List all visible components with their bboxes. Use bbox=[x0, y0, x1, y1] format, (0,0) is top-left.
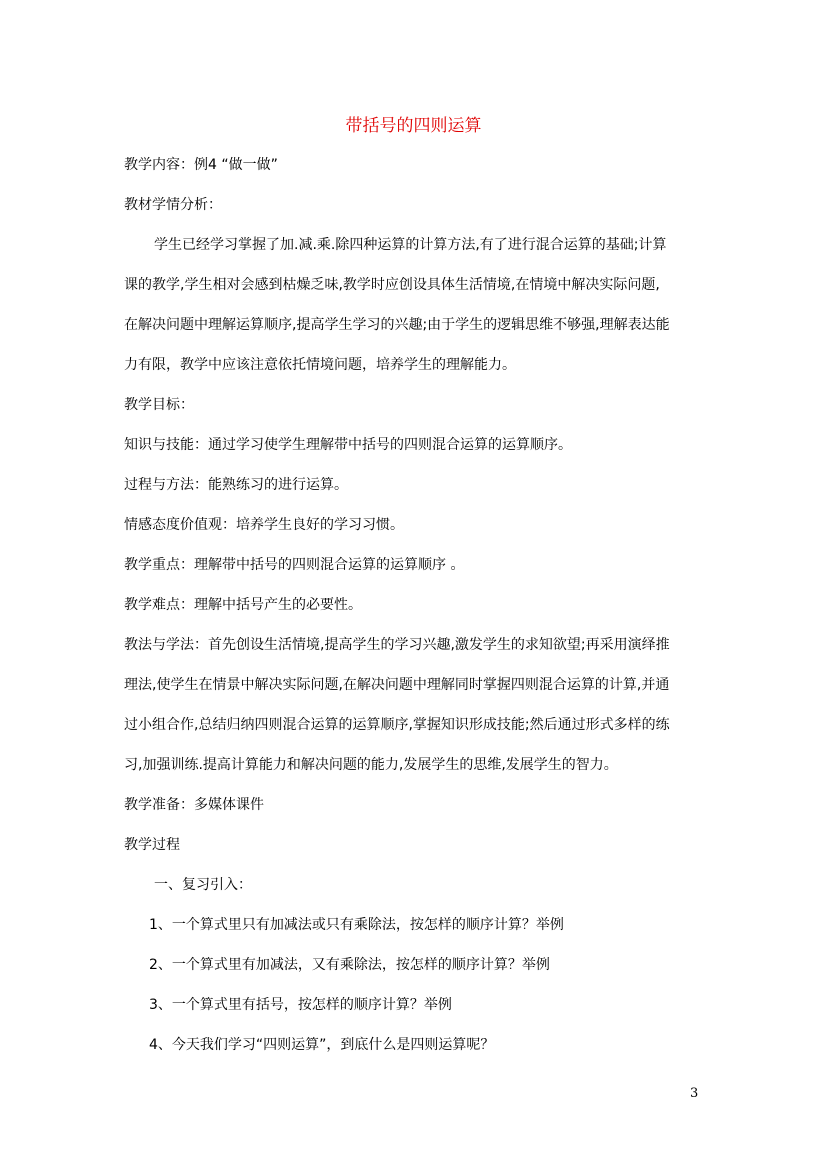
methods-paragraph-line-3: 过小组合作,总结归纳四则混合运算的运算顺序,掌握知识形成技能;然后通过形式多样的练 bbox=[124, 717, 670, 733]
page-number: 3 bbox=[690, 1086, 699, 1101]
methods-paragraph-line-1: 教法与学法：首先创设生活情境,提高学生的学习兴趣,激发学生的求知欲望;再采用演绎推 bbox=[124, 637, 670, 653]
teaching-content-line: 教学内容：例4 “做一做” bbox=[124, 157, 278, 173]
difficulty-line: 教学难点：理解中括号产生的必要性。 bbox=[124, 597, 362, 613]
methods-paragraph-line-4: 习,加强训练.提高计算能力和解决问题的能力,发展学生的思维,发展学生的智力。 bbox=[124, 757, 618, 773]
analysis-paragraph-line-1: 学生已经学习掌握了加.减.乘.除四种运算的计算方法,有了进行混合运算的基础;计算 bbox=[154, 237, 667, 253]
methods-paragraph-line-2: 理法,使学生在情景中解决实际问题,在解决问题中理解同时掌握四则混合运算的计算,并通 bbox=[124, 677, 670, 693]
review-question-3: 3、一个算式里有括号，按怎样的顺序计算？举例 bbox=[149, 997, 452, 1013]
analysis-paragraph-line-3: 在解决问题中理解运算顺序,提高学生学习的兴趣;由于学生的逻辑思维不够强,理解表达能 bbox=[124, 317, 670, 333]
analysis-paragraph-line-2: 课的教学,学生相对会感到枯燥乏味,教学时应创设具体生活情境,在情境中解决实际问题, bbox=[124, 277, 660, 293]
key-point-line: 教学重点：理解带中括号的四则混合运算的运算顺序 。 bbox=[124, 557, 465, 573]
preparation-line: 教学准备：多媒体课件 bbox=[124, 797, 264, 813]
review-section-heading: 一、复习引入： bbox=[154, 877, 252, 893]
review-question-1: 1、一个算式里只有加减法或只有乘除法，按怎样的顺序计算？举例 bbox=[149, 917, 564, 933]
document-title: 带括号的四则运算 bbox=[345, 116, 482, 136]
objectives-heading: 教学目标： bbox=[124, 397, 194, 413]
process-heading: 教学过程 bbox=[124, 837, 180, 853]
knowledge-skills-line: 知识与技能：通过学习使学生理解带中括号的四则混合运算的运算顺序。 bbox=[124, 437, 572, 453]
attitude-values-line: 情感态度价值观：培养学生良好的学习习惯。 bbox=[124, 517, 404, 533]
analysis-heading: 教材学情分析： bbox=[124, 197, 222, 213]
process-methods-line: 过程与方法：能熟练习的进行运算。 bbox=[124, 477, 348, 493]
analysis-paragraph-line-4: 力有限，教学中应该注意依托情境问题，培养学生的理解能力。 bbox=[124, 357, 516, 373]
review-question-2: 2、一个算式里有加减法，又有乘除法，按怎样的顺序计算？举例 bbox=[149, 957, 550, 973]
review-question-4: 4、今天我们学习“四则运算”，到底什么是四则运算呢？ bbox=[149, 1037, 495, 1053]
